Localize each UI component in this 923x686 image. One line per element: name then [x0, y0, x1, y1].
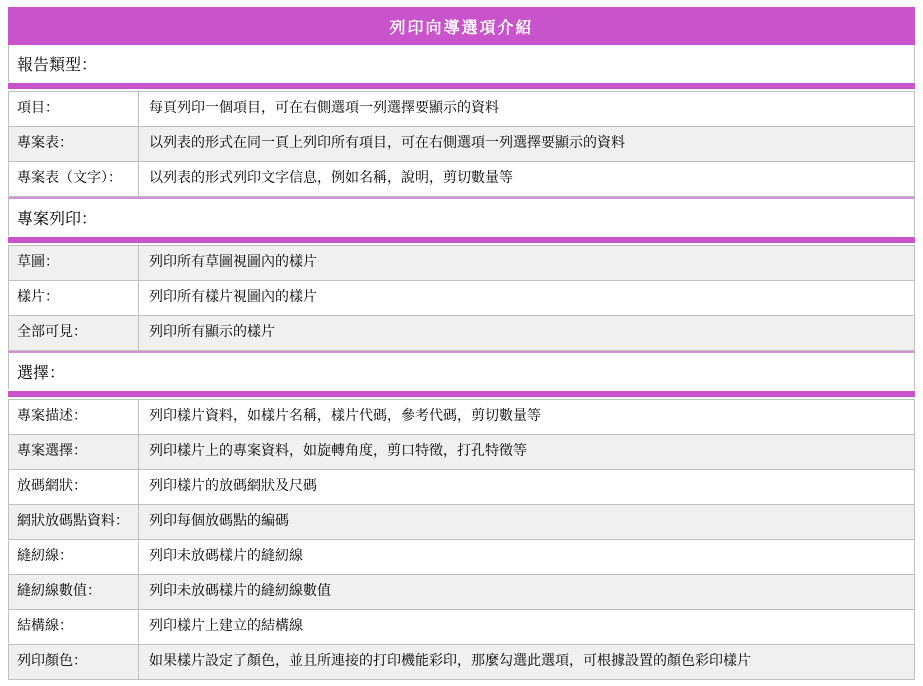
option-label: 草圖：: [9, 246, 139, 280]
table-row: [9, 316, 914, 350]
option-label: 全部可見：: [9, 316, 139, 350]
table-row: [9, 281, 914, 316]
option-description: 列印樣片資料，如樣片名稱，樣片代碼，參考代碼，剪切數量等: [149, 408, 541, 425]
option-description: 列印樣片上的專案資料，如旋轉角度，剪口特徵，打孔特徵等: [149, 443, 527, 460]
option-label: 列印顏色：: [9, 645, 139, 679]
table-row: [9, 435, 914, 470]
option-description: 每頁列印一個項目，可在右側選項一列選擇要顯示的資料: [149, 100, 499, 117]
options-table: [8, 399, 915, 680]
table-row: [9, 246, 914, 281]
section-header: 專案列印：: [8, 197, 915, 236]
table-row: [9, 470, 914, 505]
option-label: 專案表（文字）：: [9, 162, 139, 196]
table-row: [9, 127, 914, 162]
help-page: [8, 7, 915, 680]
table-row: [9, 162, 914, 196]
option-label: 專案選擇：: [9, 435, 139, 469]
section-header: 選擇：: [8, 351, 915, 390]
option-label: 項目：: [9, 92, 139, 126]
option-label: 縫紉線數值：: [9, 575, 139, 609]
option-description: 列印樣片的放碼網狀及尺碼: [149, 478, 317, 495]
table-row: [9, 92, 914, 127]
page-title: 列印向導選項介紹: [8, 7, 915, 45]
table-row: [9, 505, 914, 540]
option-label: 結構線：: [9, 610, 139, 644]
option-description: 列印所有草圖視圖內的樣片: [149, 254, 317, 271]
table-row: [9, 400, 914, 435]
option-label: 專案表：: [9, 127, 139, 161]
options-table: [8, 91, 915, 197]
option-label: 專案描述：: [9, 400, 139, 434]
section-header: 報告類型：: [8, 45, 915, 82]
option-description: 列印未放碼樣片的縫紉線數值: [149, 583, 331, 600]
table-row: [9, 575, 914, 610]
sections: [8, 45, 915, 680]
table-row: [9, 645, 914, 679]
table-row: [9, 610, 914, 645]
option-description: 列印未放碼樣片的縫紉線: [149, 548, 303, 565]
option-description: 列印所有顯示的樣片: [149, 324, 275, 341]
options-table: [8, 245, 915, 351]
option-description: 以列表的形式在同一頁上列印所有項目，可在右側選項一列選擇要顯示的資料: [149, 135, 625, 152]
option-label: 網狀放碼點資料：: [9, 505, 139, 539]
option-label: 樣片：: [9, 281, 139, 315]
section-divider-bar: [8, 83, 915, 89]
option-label: 放碼網狀：: [9, 470, 139, 504]
option-description: 列印每個放碼點的編碼: [149, 513, 289, 530]
option-description: 如果樣片設定了顏色，並且所連接的打印機能彩印，那麼勾選此選項，可根據設置的顏色彩印樣片: [149, 653, 751, 670]
section-divider-bar: [8, 237, 915, 243]
option-label: 縫紉線：: [9, 540, 139, 574]
option-description: 列印樣片上建立的結構線: [149, 618, 303, 635]
section-divider-bar: [8, 391, 915, 397]
table-row: [9, 540, 914, 575]
option-description: 列印所有樣片視圖內的樣片: [149, 289, 317, 306]
option-description: 以列表的形式列印文字信息，例如名稱，說明，剪切數量等: [149, 170, 513, 187]
